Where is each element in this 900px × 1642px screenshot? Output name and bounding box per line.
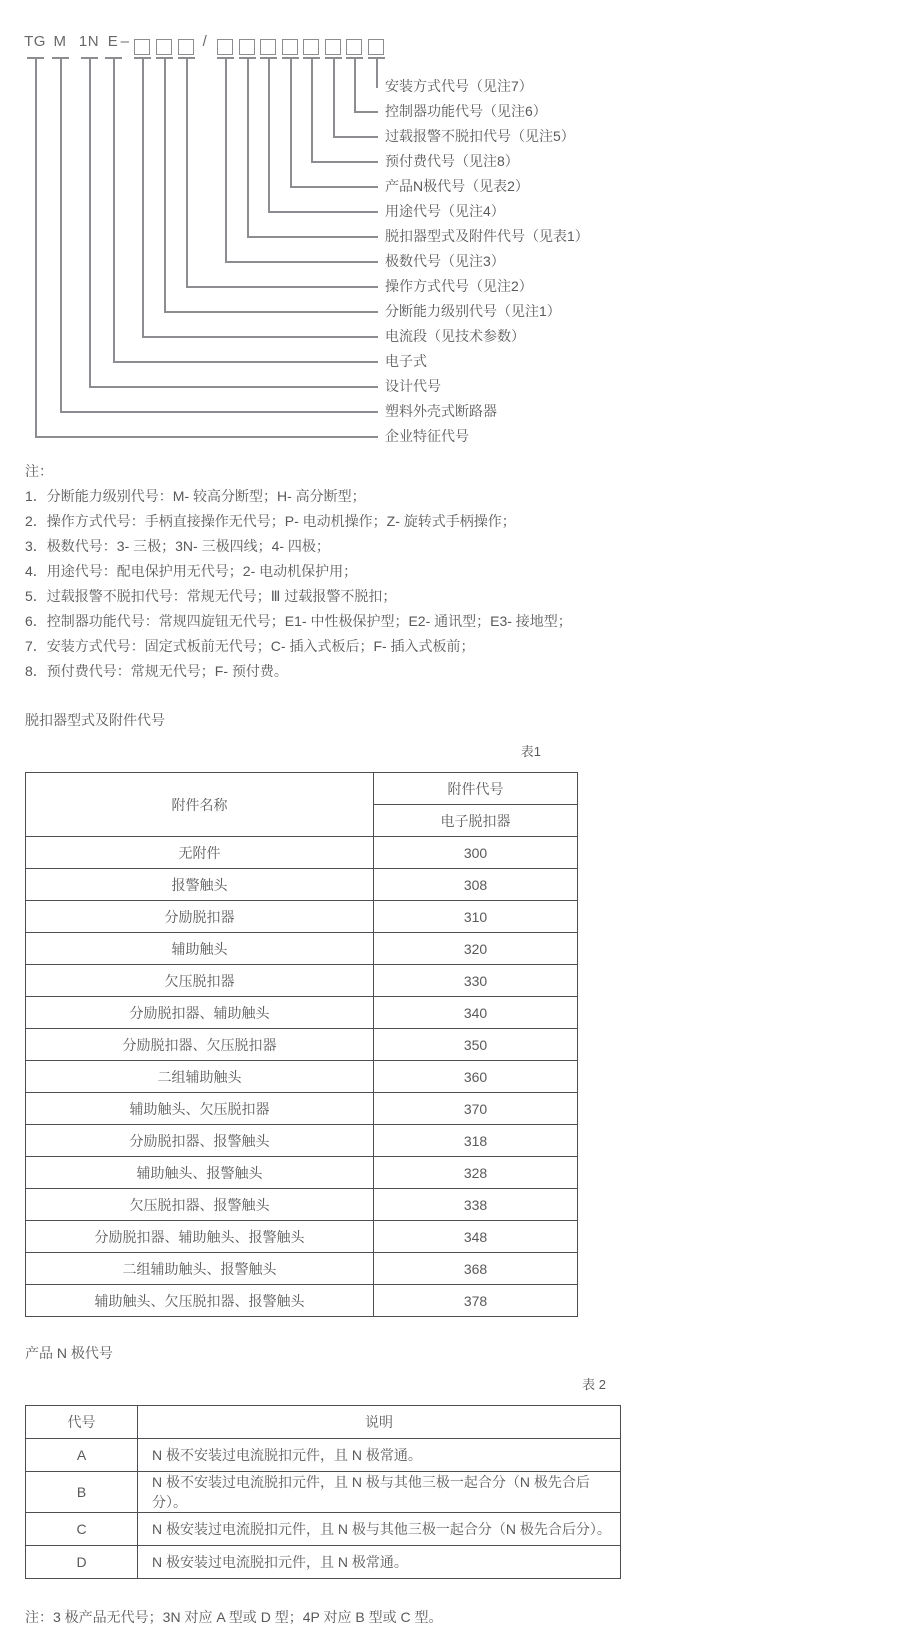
- model-code-placeholder-box: [303, 39, 319, 55]
- notes-title: 注：: [25, 463, 53, 479]
- footnote: 注：3 极产品无代号；3N 对应 A 型或 D 型；4P 对应 B 型或 C 型。: [25, 1609, 443, 1625]
- model-code-placeholder-box: [134, 39, 150, 55]
- accessory-code-cell: 330: [374, 965, 578, 997]
- table-row: [26, 1157, 578, 1189]
- table-row: [26, 1285, 578, 1317]
- pole-code-cell: C: [26, 1513, 138, 1546]
- diagram-connector-vertical: [311, 59, 313, 161]
- model-code-part: M: [53, 33, 67, 50]
- diagram-connector-horizontal: [376, 86, 378, 88]
- model-code-part: 1N: [78, 33, 100, 50]
- table-row: [26, 933, 578, 965]
- accessory-name-cell: 分励脱扣器、报警触头: [26, 1125, 374, 1157]
- diagram-connector-vertical: [333, 59, 335, 136]
- model-code-placeholder-box: [260, 39, 276, 55]
- accessory-name-cell: 欠压脱扣器: [26, 965, 374, 997]
- table1-header-code: 附件代号: [374, 773, 578, 805]
- note-item: 1．分断能力级别代号：M- 较高分断型；H- 高分断型；: [25, 488, 366, 504]
- model-code-dash: –: [120, 33, 130, 50]
- table-row: [26, 1029, 578, 1061]
- model-code-placeholder-box: [346, 39, 362, 55]
- diagram-connector-horizontal: [333, 136, 378, 138]
- accessory-code-cell: 308: [374, 869, 578, 901]
- table-row: [26, 1221, 578, 1253]
- diagram-connector-horizontal: [225, 261, 378, 263]
- diagram-connector-vertical: [60, 59, 62, 411]
- accessory-code-cell: 320: [374, 933, 578, 965]
- diagram-label: 设计代号: [385, 378, 441, 394]
- diagram-connector-horizontal: [35, 436, 378, 438]
- diagram-connector-horizontal: [354, 111, 378, 113]
- model-code-diagram: [0, 0, 900, 455]
- diagram-connector-vertical: [376, 59, 378, 86]
- table2-header-code: 代号: [26, 1406, 138, 1439]
- accessory-name-cell: 欠压脱扣器、报警触头: [26, 1189, 374, 1221]
- diagram-connector-horizontal: [290, 186, 378, 188]
- table-row: [26, 1253, 578, 1285]
- table-row: [26, 997, 578, 1029]
- table1-tag: 表1: [520, 744, 541, 759]
- model-code-placeholder-box: [282, 39, 298, 55]
- diagram-label: 产品N极代号（见表2）: [385, 178, 529, 194]
- diagram-connector-horizontal: [247, 236, 378, 238]
- pole-desc-cell: N 极不安装过电流脱扣元件，且 N 极常通。: [138, 1439, 621, 1472]
- diagram-label: 过载报警不脱扣代号（见注5）: [385, 128, 575, 144]
- pole-desc-cell: N 极安装过电流脱扣元件，且 N 极常通。: [138, 1546, 621, 1579]
- table-row: [26, 1513, 621, 1546]
- accessory-code-cell: 348: [374, 1221, 578, 1253]
- diagram-label: 塑料外壳式断路器: [385, 403, 497, 419]
- diagram-connector-vertical: [164, 59, 166, 311]
- note-item: 3．极数代号：3- 三极；3N- 三极四线；4- 四极；: [25, 538, 330, 554]
- accessory-name-cell: 辅助触头、报警触头: [26, 1157, 374, 1189]
- accessory-name-cell: 二组辅助触头、报警触头: [26, 1253, 374, 1285]
- diagram-connector-horizontal: [113, 361, 378, 363]
- diagram-connector-horizontal: [89, 386, 378, 388]
- diagram-connector-vertical: [290, 59, 292, 186]
- diagram-connector-vertical: [142, 59, 144, 336]
- accessory-code-cell: 310: [374, 901, 578, 933]
- model-code-placeholder-box: [217, 39, 233, 55]
- table1-header-name: 附件名称: [26, 773, 374, 837]
- accessory-code-cell: 318: [374, 1125, 578, 1157]
- diagram-label: 电流段（见技术参数）: [385, 328, 525, 344]
- accessory-code-cell: 368: [374, 1253, 578, 1285]
- note-item: 4．用途代号：配电保护用无代号；2- 电动机保护用；: [25, 563, 358, 579]
- accessory-code-cell: 300: [374, 837, 578, 869]
- diagram-connector-horizontal: [268, 211, 378, 213]
- note-item: 5．过载报警不脱扣代号：常规无代号；Ⅲ 过载报警不脱扣；: [25, 588, 397, 604]
- diagram-connector-horizontal: [311, 161, 378, 163]
- diagram-connector-horizontal: [60, 411, 378, 413]
- accessory-code-cell: 378: [374, 1285, 578, 1317]
- accessory-name-cell: 报警触头: [26, 869, 374, 901]
- diagram-connector-horizontal: [164, 311, 378, 313]
- model-code-placeholder-box: [156, 39, 172, 55]
- diagram-label: 预付费代号（见注8）: [385, 153, 519, 169]
- model-code-slash: /: [202, 33, 208, 50]
- table-row: [26, 1546, 621, 1579]
- model-code-part: TG: [24, 33, 46, 50]
- accessory-code-cell: 350: [374, 1029, 578, 1061]
- accessory-code-cell: 328: [374, 1157, 578, 1189]
- diagram-label: 操作方式代号（见注2）: [385, 278, 533, 294]
- diagram-label: 脱扣器型式及附件代号（见表1）: [385, 228, 589, 244]
- diagram-connector-vertical: [354, 59, 356, 111]
- diagram-connector-vertical: [113, 59, 115, 361]
- accessory-name-cell: 辅助触头、欠压脱扣器、报警触头: [26, 1285, 374, 1317]
- accessory-name-cell: 辅助触头: [26, 933, 374, 965]
- table-row: [26, 837, 578, 869]
- accessory-name-cell: 无附件: [26, 837, 374, 869]
- table-row: [26, 901, 578, 933]
- model-code-placeholder-box: [325, 39, 341, 55]
- table2-header-desc: 说明: [138, 1406, 621, 1439]
- table2-tag: 表 2: [582, 1377, 606, 1392]
- accessory-code-cell: 340: [374, 997, 578, 1029]
- diagram-connector-horizontal: [186, 286, 378, 288]
- table-row: [26, 1472, 621, 1513]
- diagram-connector-vertical: [89, 59, 91, 386]
- table-row: [26, 869, 578, 901]
- diagram-connector-vertical: [35, 59, 37, 436]
- pole-desc-cell: N 极不安装过电流脱扣元件，且 N 极与其他三极一起合分（N 极先合后分）。: [138, 1472, 621, 1513]
- pole-desc-cell: N 极安装过电流脱扣元件，且 N 极与其他三极一起合分（N 极先合后分）。: [138, 1513, 621, 1546]
- table2-heading: 产品 N 极代号: [25, 1345, 113, 1361]
- diagram-connector-vertical: [186, 59, 188, 286]
- diagram-label: 分断能力级别代号（见注1）: [385, 303, 561, 319]
- table-row: [26, 965, 578, 997]
- diagram-label: 安装方式代号（见注7）: [385, 78, 533, 94]
- accessory-code-cell: 370: [374, 1093, 578, 1125]
- note-item: 8．预付费代号：常规无代号；F- 预付费。: [25, 663, 288, 679]
- model-code-placeholder-box: [239, 39, 255, 55]
- model-code-placeholder-box: [178, 39, 194, 55]
- table-row: [26, 1093, 578, 1125]
- diagram-label: 电子式: [385, 353, 427, 369]
- table-row: [26, 1125, 578, 1157]
- model-code-placeholder-box: [368, 39, 384, 55]
- diagram-connector-horizontal: [142, 336, 378, 338]
- pole-code-cell: A: [26, 1439, 138, 1472]
- note-item: 6．控制器功能代号：常规四旋钮无代号；E1- 中性极保护型；E2- 通讯型；E3- 接地型；: [25, 613, 572, 629]
- accessory-name-cell: 分励脱扣器、辅助触头、报警触头: [26, 1221, 374, 1253]
- table1-heading: 脱扣器型式及附件代号: [25, 712, 165, 728]
- table-row: [26, 1061, 578, 1093]
- diagram-label: 极数代号（见注3）: [385, 253, 505, 269]
- notes-section: [25, 459, 900, 684]
- accessory-code-cell: 338: [374, 1189, 578, 1221]
- accessory-name-cell: 分励脱扣器: [26, 901, 374, 933]
- accessory-name-cell: 二组辅助触头: [26, 1061, 374, 1093]
- accessory-name-cell: 辅助触头、欠压脱扣器: [26, 1093, 374, 1125]
- trip-unit-accessory-table: [25, 772, 578, 1317]
- diagram-connector-vertical: [225, 59, 227, 261]
- diagram-label: 用途代号（见注4）: [385, 203, 505, 219]
- table-row: [26, 1189, 578, 1221]
- diagram-connector-vertical: [247, 59, 249, 236]
- pole-code-cell: B: [26, 1472, 138, 1513]
- note-item: 7．安装方式代号：固定式板前无代号；C- 插入式板后；F- 插入式板前；: [25, 638, 475, 654]
- table-row: [26, 1439, 621, 1472]
- accessory-name-cell: 分励脱扣器、辅助触头: [26, 997, 374, 1029]
- pole-code-cell: D: [26, 1546, 138, 1579]
- model-code-part: E: [107, 33, 119, 50]
- diagram-connector-vertical: [268, 59, 270, 211]
- accessory-code-cell: 360: [374, 1061, 578, 1093]
- diagram-label: 企业特征代号: [385, 428, 469, 444]
- note-item: 2．操作方式代号：手柄直接操作无代号；P- 电动机操作；Z- 旋转式手柄操作；: [25, 513, 516, 529]
- accessory-name-cell: 分励脱扣器、欠压脱扣器: [26, 1029, 374, 1061]
- n-pole-code-table: [25, 1405, 621, 1579]
- diagram-label: 控制器功能代号（见注6）: [385, 103, 547, 119]
- table1-header-code-sub: 电子脱扣器: [374, 805, 578, 837]
